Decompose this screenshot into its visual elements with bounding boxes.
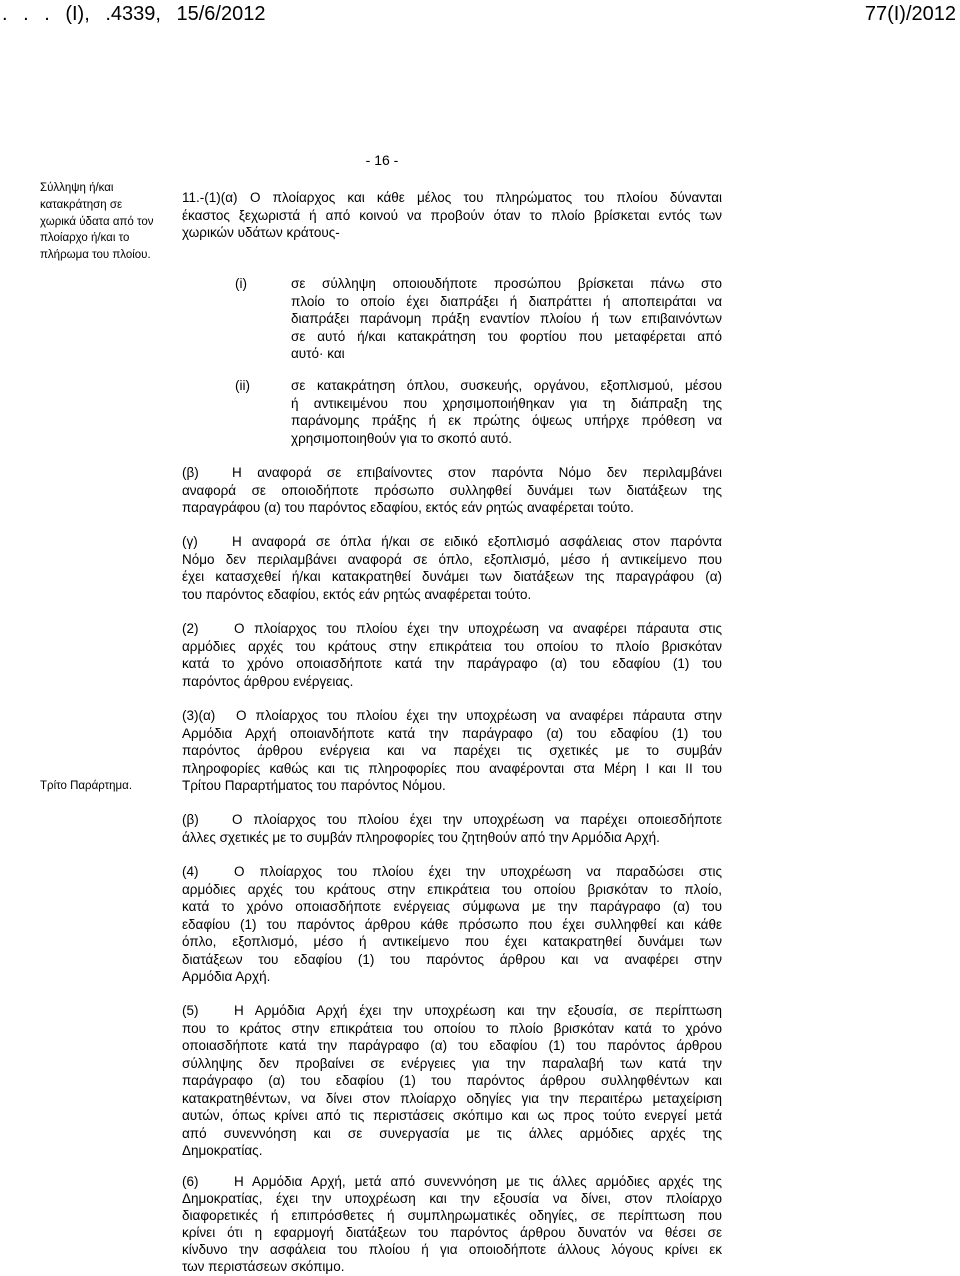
margin-note-line: πλοίαρχο ή/και το bbox=[40, 232, 130, 245]
paragraph-label: (5) bbox=[182, 1003, 199, 1018]
text-line bbox=[182, 533, 722, 551]
text-line: αρμόδιες αρχές του κράτους στην επικράτεια του οποίου βρισκόταν το πλοίο, bbox=[182, 881, 722, 897]
text-line: παρόντος άρθρου ενέργεια και να παρέχει τις σχετικές με το συμβάν bbox=[182, 743, 722, 758]
text-line: από συνεννόηση και σε συνεργασία με τις άλλες αρμόδιες αρχές της bbox=[182, 1125, 722, 1141]
paragraph-label: (2) bbox=[182, 621, 199, 636]
paragraph-label: (6) bbox=[182, 1174, 199, 1189]
text-line: άλλες σχετικές με το συμβάν πληροφορίες του ζητηθούν από την Αρμόδια Αρχή. bbox=[182, 829, 660, 845]
line-text: Ο πλοίαρχος του πλοίου έχει την υποχρέωση να παρέχει οποιεσδήποτε bbox=[232, 812, 722, 827]
text-line: κατά το χρόνο οποιασδήποτε ενέργειας σύμφωνα με την παράγραφο (α) του bbox=[182, 899, 722, 914]
text-line: κατακρατηθέντων, να δίνει στον πλοίαρχο οδηγίες για την περαιτέρω μεταχείριση bbox=[182, 1090, 722, 1106]
page-number: - 16 - bbox=[365, 152, 399, 168]
text-line: αναφορά σε οποιοδήποτε πρόσωπο συλληφθεί δυνάμει των διατάξεων της bbox=[182, 482, 722, 498]
paragraph-11-4 bbox=[182, 863, 722, 986]
item-label-i: (i) bbox=[235, 276, 247, 291]
text-line: Δημοκρατίας. bbox=[182, 1143, 263, 1158]
text-line: αυτό· και bbox=[291, 346, 345, 361]
text-line: χρησιμοποιηθούν για το σκοπό αυτό. bbox=[291, 430, 513, 446]
paragraph-label: (3)(α) bbox=[182, 708, 216, 723]
paragraph-label: 11.-(1)(α) bbox=[182, 190, 238, 205]
text-line: παρόντος άρθρου ενέργειας. bbox=[182, 673, 354, 689]
item-ii bbox=[291, 377, 722, 447]
margin-note-line: πλήρωμα του πλοίου. bbox=[40, 249, 151, 262]
margin-note-line: κατακράτηση σε bbox=[40, 198, 123, 211]
text-line: σε αυτό ή/και κατακράτηση του φορτίου που μεταφέρεται από bbox=[291, 328, 722, 344]
text-line: αυτών, όπως κρίνει από τις περιστάσεις σκόπιμο και ως προς τούτο ενεργεί μετά bbox=[182, 1108, 722, 1123]
line-text: Ο πλοίαρχος του πλοίου έχει την υποχρέωση να αναφέρει πάραυτα στις bbox=[234, 621, 722, 636]
text-line: διαπράξει παράνομη πράξη εναντίον πλοίου ή των επιβαινόντων bbox=[291, 311, 722, 326]
text-line bbox=[182, 811, 722, 829]
text-line: κίνδυνο την ασφάλεια του πλοίου ή για οποιοδήποτε άλλους λόγους κρίνει εκ bbox=[182, 1242, 722, 1258]
text-line: χωρικών υδάτων κράτους- bbox=[182, 225, 340, 240]
item-i bbox=[291, 275, 722, 363]
text-line: Αρμόδια Αρχή. bbox=[182, 969, 271, 984]
text-line: του παρόντος εδαφίου, εκτός εάν ρητώς αναφέρεται τούτο. bbox=[182, 586, 532, 602]
text-line: παράνομης πράξης ή εκ πρώτης όψεως υπήρχε πρόθεση να bbox=[291, 413, 722, 428]
text-line: παραγράφου (α) του παρόντος εδαφίου, εκτός εάν ρητώς αναφέρεται τούτο. bbox=[182, 500, 634, 515]
text-line: κρίνει ότι η εφαρμογή διατάξεων του παρόντος άρθρου δυνατόν να θέσει σε bbox=[182, 1225, 722, 1241]
text-line bbox=[182, 464, 722, 482]
text-line: Αρμόδια Αρχή οποιανδήποτε κατά την παράγραφο (α) του εδαφίου (1) του bbox=[182, 725, 722, 741]
text-line: σε σύλληψη οποιουδήποτε προσώπου βρίσκεται πάνω στο bbox=[291, 276, 722, 291]
margin-note-section-11 bbox=[40, 180, 170, 264]
margin-note-line: Σύλληψη ή/και bbox=[40, 182, 114, 194]
paragraph-label: (γ) bbox=[182, 534, 198, 549]
line-text: Ο πλοίαρχος και κάθε μέλος του πληρώματος του πλοίου δύνανται bbox=[250, 190, 722, 205]
paragraph-11-5 bbox=[182, 1002, 722, 1160]
line-text: Η αναφορά σε όπλα ή/και σε ειδικό εξοπλισμό ασφάλειας στον παρόντα bbox=[232, 534, 722, 549]
text-line: ή αντικειμένου που χρησιμοποιήθηκαν για τη διάπραξη της bbox=[291, 395, 722, 411]
paragraph-11-1c bbox=[182, 533, 722, 603]
text-line bbox=[182, 1173, 722, 1190]
paragraph-11-3b bbox=[182, 811, 722, 846]
text-line: παράγραφο (α) του εδαφίου (1) του παρόντος άρθρου συλληφθέντων και bbox=[182, 1073, 722, 1088]
text-line bbox=[182, 1002, 722, 1020]
law-number: 77(I)/2012 bbox=[864, 3, 956, 25]
paragraph-11-3a bbox=[182, 707, 722, 795]
text-line bbox=[182, 620, 722, 638]
line-text: Ο πλοίαρχος του πλοίου έχει την υποχρέωση να αναφέρει πάραυτα στην bbox=[236, 708, 722, 723]
gazette-reference: . . . (I), .4339, 15/6/2012 bbox=[2, 3, 266, 25]
line-text: Ο πλοίαρχος του πλοίου έχει την υποχρέωση να παραδώσει στις bbox=[234, 864, 722, 879]
line-text: Η Αρμόδια Αρχή έχει την υποχρέωση και την εξουσία, σε περίπτωση bbox=[234, 1003, 722, 1018]
text-line: σύλληψης δεν προβαίνει σε ενέργειες για την παραλαβή των κατά την bbox=[182, 1055, 722, 1071]
margin-note-line: χωρικά ύδατα από τον bbox=[40, 215, 154, 228]
text-line: Νόμο δεν περιλαμβάνει αναφορά σε όπλο, εξοπλισμό, μέσο ή αντικείμενο που bbox=[182, 551, 722, 567]
text-line: έχει κατασχεθεί ή/και κατακρατηθεί δυνάμει των διατάξεων της παραγράφου (α) bbox=[182, 569, 722, 584]
text-line: των περιστάσεων σκόπιμο. bbox=[182, 1259, 345, 1275]
text-line: Δημοκρατίας, έχει την υποχρέωση και την εξουσία να δίνει, στον πλοίαρχο bbox=[182, 1191, 722, 1207]
text-line: που το κράτος στην επικράτεια του οποίου το πλοίο βρισκόταν κατά το χρόνο bbox=[182, 1020, 722, 1036]
paragraph-11-1b bbox=[182, 464, 722, 517]
text-line: έκαστος ξεχωριστά ή από κοινού να προβούν όταν το πλοίο βρίσκεται εντός των bbox=[182, 207, 722, 223]
text-line: πληροφορίες καθώς και τις πληροφορίες που αναφέρονται στα Μέρη Ι και ΙΙ του bbox=[182, 760, 722, 776]
text-line: πλοίο το οποίο έχει διαπράξει ή διαπράττει ή αποπειράται να bbox=[291, 293, 722, 309]
paragraph-11-1a bbox=[182, 189, 722, 242]
text-line: οποιασδήποτε κατά την παράγραφο (α) του εδαφίου (1) του παρόντος άρθρου bbox=[182, 1038, 722, 1053]
text-line bbox=[182, 707, 722, 725]
item-label-ii: (ii) bbox=[235, 378, 250, 393]
paragraph-label: (β) bbox=[182, 465, 199, 480]
paragraph-11-6 bbox=[182, 1173, 722, 1276]
text-line: Τρίτου Παραρτήματος του παρόντος Νόμου. bbox=[182, 778, 446, 793]
paragraph-label: (β) bbox=[182, 812, 199, 827]
text-line: όπλο, εξοπλισμό, μέσο ή αντικείμενο που έχει κατακρατηθεί δυνάμει των bbox=[182, 934, 722, 949]
text-line: σε κατακράτηση όπλου, συσκευής, οργάνου, εξοπλισμού, μέσου bbox=[291, 378, 722, 393]
text-line bbox=[182, 189, 722, 207]
text-line: αρμόδιες αρχές του κράτους στην επικράτεια του οποίου το πλοίο βρισκόταν bbox=[182, 638, 722, 654]
paragraph-label: (4) bbox=[182, 864, 199, 879]
paragraph-11-2 bbox=[182, 620, 722, 690]
text-line: διαφορετικές ή επιπρόσθετες ή συμπληρωματικές οδηγίες, σε περίπτωση που bbox=[182, 1208, 722, 1224]
text-line bbox=[182, 863, 722, 881]
text-line: κατά το χρόνο οποιασδήποτε κατά την παράγραφο (α) του εδαφίου (1) του bbox=[182, 656, 722, 671]
line-text: Η αναφορά σε επιβαίνοντες στον παρόντα Νόμο δεν περιλαμβάνει bbox=[232, 465, 722, 480]
text-line: διατάξεων του εδαφίου (1) του παρόντος άρθρου και να αναφέρει στην bbox=[182, 951, 722, 967]
margin-note-third-schedule: Τρίτο Παράρτημα. bbox=[40, 780, 133, 792]
line-text: Η Αρμόδια Αρχή, μετά από συνεννόηση με τις άλλες αρμόδιες αρχές της bbox=[234, 1174, 722, 1189]
text-line: εδαφίου (1) του παρόντος άρθρου κάθε πρόσωπο που έχει συλληφθεί και κάθε bbox=[182, 916, 722, 932]
